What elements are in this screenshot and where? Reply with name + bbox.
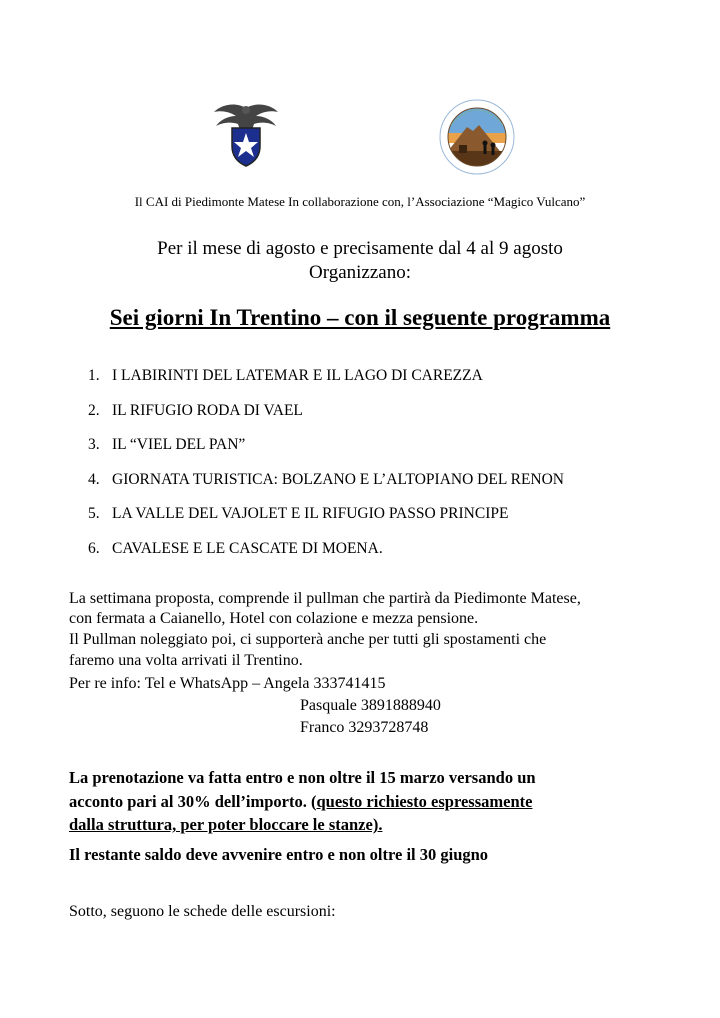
item-number: 6. (88, 539, 100, 557)
booking-note: questo richiesto espressamente (316, 792, 533, 811)
item-number: 1. (88, 367, 100, 384)
intro-text: Il CAI di Piedimonte Matese In collaborazione con, l’Associazione “Magico Vulcano” (134, 194, 586, 209)
item-text: LA VALLE DEL VAJOLET E IL RIFUGIO PASSO PRINCIPE (112, 505, 509, 522)
contact-franco: Franco 3293728748 (300, 719, 429, 736)
item-text: IL “VIEL DEL PAN” (112, 436, 246, 453)
booking-line: La prenotazione va fatta entro e non oltre il 15 marzo versando un (69, 768, 536, 787)
contact-angela: Per re info: Tel e WhatsApp – Angela 333741415 (69, 675, 386, 692)
booking-line (69, 792, 532, 812)
item-number: 4. (88, 470, 100, 488)
description-line: con fermata a Caianello, Hotel con colazione e mezza pensione. (69, 610, 479, 627)
item-text: GIORNATA TURISTICA: BOLZANO E L’ALTOPIANO DEL RENON (112, 470, 564, 488)
page-title: Sei giorni In Trentino – con il seguente programma (109, 305, 611, 330)
item-text: I LABIRINTI DEL LATEMAR E IL LAGO DI CAREZZA (112, 367, 483, 384)
magico-vulcano-logo (437, 97, 517, 175)
item-number: 3. (88, 436, 100, 453)
description-line: La settimana proposta, comprende il pullman che partirà da Piedimonte Matese, (69, 590, 581, 607)
booking-note-end: dalla struttura, per poter bloccare le stanze). (69, 815, 383, 834)
booking-deposit: acconto pari al 30% dell’importo. ( (69, 792, 317, 811)
item-text: CAVALESE E LE CASCATE DI MOENA. (112, 539, 383, 557)
cai-eagle-icon (210, 100, 282, 170)
item-text: IL RIFUGIO RODA DI VAEL (112, 401, 303, 419)
volcano-hikers-icon (437, 97, 517, 175)
cai-logo (210, 100, 282, 170)
item-number: 2. (88, 401, 100, 419)
footer-text: Sotto, seguono le schede delle escursioni: (69, 903, 336, 920)
description-line: faremo una volta arrivati il Trentino. (69, 652, 303, 669)
item-number: 5. (88, 505, 100, 522)
subtitle-organize: Organizzano: (309, 262, 411, 283)
balance-line: Il restante saldo deve avvenire entro e non oltre il 30 giugno (69, 845, 489, 864)
description-line: Il Pullman noleggiato poi, ci supporterà anche per tutti gli spostamenti che (69, 631, 547, 648)
contact-pasquale: Pasquale 3891888940 (300, 697, 441, 714)
subtitle-dates: Per il mese di agosto e precisamente dal 4 al 9 agosto (157, 238, 563, 259)
